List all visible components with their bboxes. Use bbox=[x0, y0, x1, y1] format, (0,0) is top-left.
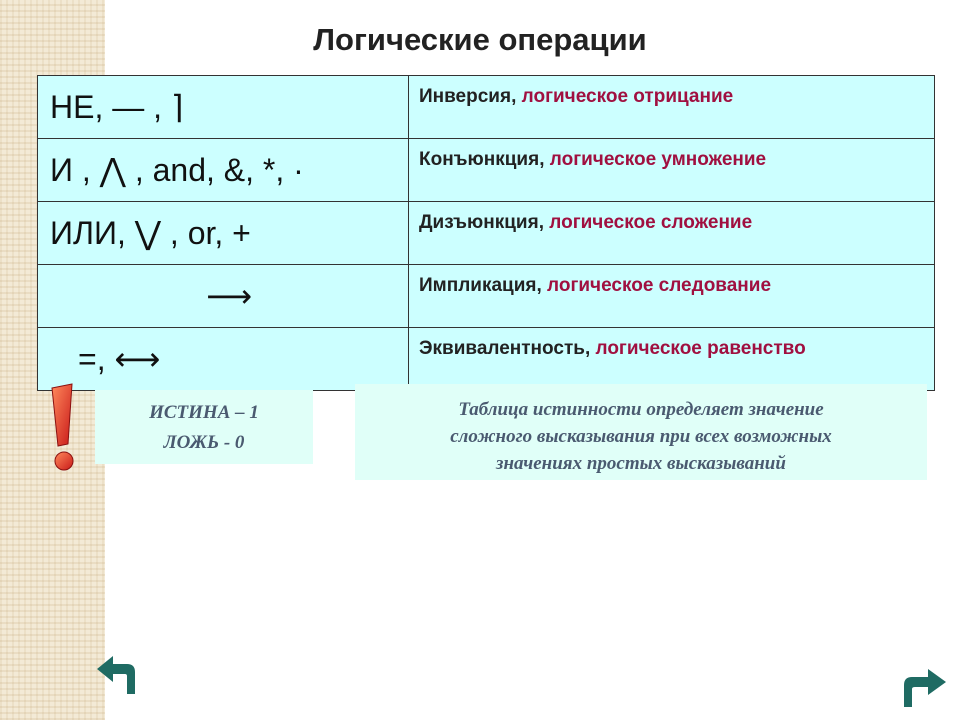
table-row bbox=[38, 265, 935, 328]
separator: , bbox=[511, 86, 522, 107]
separator: , bbox=[539, 149, 550, 170]
description-cell bbox=[409, 328, 935, 391]
note-line: сложного высказывания при всех возможных bbox=[450, 426, 832, 447]
note-line: значениях простых высказываний bbox=[496, 453, 786, 474]
symbols-text: И , ⋀ , and, &, *, · bbox=[50, 152, 304, 188]
table-row bbox=[38, 328, 935, 391]
description-cell bbox=[409, 76, 935, 139]
description-cell bbox=[409, 139, 935, 202]
table-row bbox=[38, 139, 935, 202]
operation-term: Дизъюнкция bbox=[419, 212, 539, 233]
table-row bbox=[38, 202, 935, 265]
separator: , bbox=[584, 338, 596, 359]
operation-term: Конъюнкция bbox=[419, 149, 540, 170]
symbols-cell bbox=[38, 139, 409, 202]
separator: , bbox=[538, 212, 550, 233]
operation-meaning: логическое равенство bbox=[595, 338, 806, 359]
symbols-cell bbox=[38, 202, 409, 265]
operation-term: Эквивалентность bbox=[419, 338, 585, 359]
forward-arrow-icon[interactable] bbox=[898, 665, 950, 709]
operation-meaning: логическое сложение bbox=[549, 212, 753, 233]
symbols-cell bbox=[38, 328, 409, 391]
note-line: Таблица истинности определяет значение bbox=[458, 399, 824, 420]
slide-title: Логические операции bbox=[313, 22, 647, 57]
operation-meaning: логическое следование bbox=[547, 275, 772, 296]
truth-table-note bbox=[355, 384, 927, 480]
symbols-cell bbox=[38, 76, 409, 139]
truth-values-box bbox=[95, 390, 313, 464]
operation-meaning: логическое умножение bbox=[549, 149, 767, 170]
symbols-text: ИЛИ, ⋁ , or, + bbox=[50, 215, 251, 251]
description-cell bbox=[409, 202, 935, 265]
symbols-cell bbox=[38, 265, 409, 328]
false-line: ЛОЖЬ - 0 bbox=[163, 432, 245, 453]
truth-line: ИСТИНА – 1 bbox=[149, 402, 259, 423]
symbols-text: НЕ, — , ⌉ bbox=[50, 89, 184, 125]
symbols-text: =, ⟷ bbox=[78, 341, 161, 377]
description-cell bbox=[409, 265, 935, 328]
operation-meaning: логическое отрицание bbox=[521, 86, 734, 107]
table-row bbox=[38, 76, 935, 139]
separator: , bbox=[536, 275, 548, 296]
back-arrow-icon[interactable] bbox=[95, 652, 147, 696]
operations-table bbox=[37, 75, 935, 391]
exclamation-icon bbox=[44, 382, 80, 474]
operation-term: Инверсия bbox=[419, 86, 512, 107]
implication-arrow-icon: ⟶ bbox=[206, 278, 252, 314]
operation-term: Импликация bbox=[419, 275, 537, 296]
